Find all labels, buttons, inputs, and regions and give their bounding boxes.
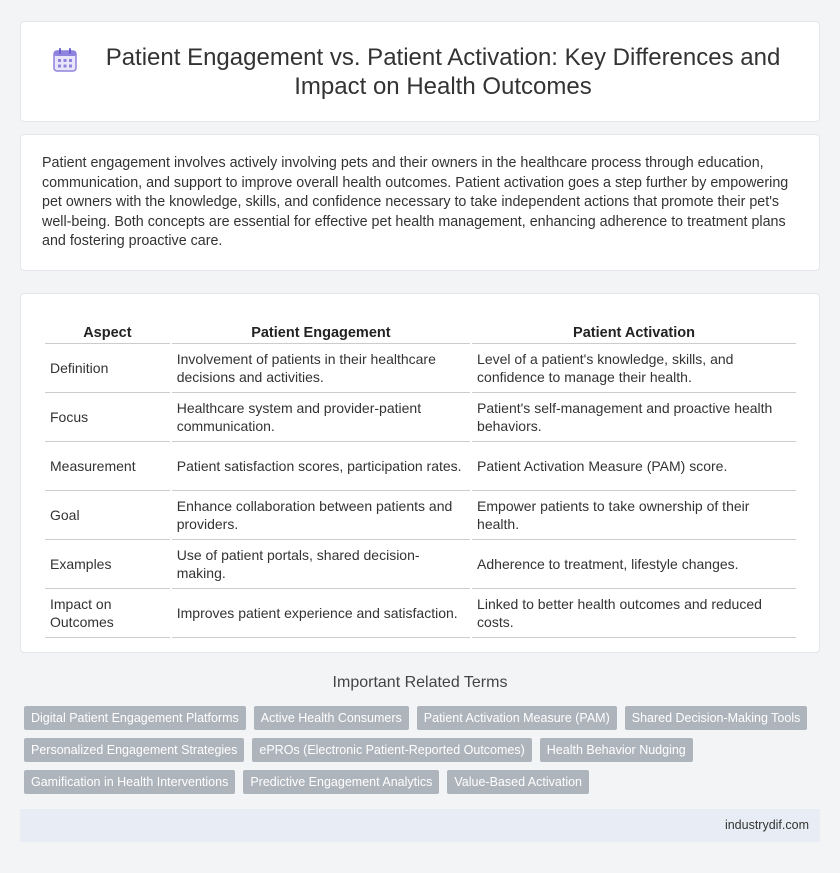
related-term-tag[interactable]: Active Health Consumers <box>254 706 409 730</box>
calendar-grid-icon <box>52 47 78 73</box>
tag-row <box>20 738 820 770</box>
related-term-tag[interactable]: Patient Activation Measure (PAM) <box>417 706 617 730</box>
table-row <box>45 344 796 393</box>
table-row <box>45 393 796 442</box>
related-term-tag[interactable]: Health Behavior Nudging <box>540 738 693 762</box>
row-aspect: Measurement <box>45 442 170 491</box>
row-aspect: Focus <box>45 393 170 442</box>
row-activation: Patient Activation Measure (PAM) score. <box>472 442 796 491</box>
row-aspect: Impact on Outcomes <box>45 589 170 638</box>
comparison-table <box>43 314 798 638</box>
intro-paragraph: Patient engagement involves actively involving pets and their owners in the healthcare process through education, communication, and support to improve overall health outcomes. Patient activation goes a step further by empowering pet owners with the knowledge, skills, and confidence necessary to take independent actions that promote their pet's well-being. Both concepts are essential for effective pet health management, enhancing adherence to treatment plans and fostering proactive care. <box>42 155 789 250</box>
table-row <box>45 589 796 638</box>
related-term-tag[interactable]: Digital Patient Engagement Platforms <box>24 706 246 730</box>
header-patient-activation: Patient Activation <box>472 314 796 344</box>
related-term-tag[interactable]: Personalized Engagement Strategies <box>24 738 244 762</box>
tag-row <box>20 770 820 802</box>
row-engagement: Enhance collaboration between patients and providers. <box>172 491 470 540</box>
table-row <box>45 442 796 491</box>
header-patient-engagement: Patient Engagement <box>172 314 470 344</box>
row-engagement: Involvement of patients in their healthcare decisions and activities. <box>172 344 470 393</box>
table-row <box>45 491 796 540</box>
row-activation: Patient's self-management and proactive health behaviors. <box>472 393 796 442</box>
comparison-table-card <box>20 293 820 653</box>
related-term-tag[interactable]: Predictive Engagement Analytics <box>243 770 439 794</box>
row-engagement: Healthcare system and provider-patient communication. <box>172 393 470 442</box>
intro-card <box>20 134 820 271</box>
table-header-row <box>45 314 796 344</box>
title-card <box>20 21 820 122</box>
row-activation: Empower patients to take ownership of their health. <box>472 491 796 540</box>
row-activation: Level of a patient's knowledge, skills, and confidence to manage their health. <box>472 344 796 393</box>
row-engagement: Improves patient experience and satisfaction. <box>172 589 470 638</box>
tag-row <box>20 706 820 738</box>
row-activation: Adherence to treatment, lifestyle changes. <box>472 540 796 589</box>
row-activation: Linked to better health outcomes and reduced costs. <box>472 589 796 638</box>
header-aspect: Aspect <box>45 314 170 344</box>
related-term-tag[interactable]: Gamification in Health Interventions <box>24 770 235 794</box>
row-aspect: Examples <box>45 540 170 589</box>
related-terms-heading: Important Related Terms <box>332 674 508 691</box>
row-engagement: Use of patient portals, shared decision-making. <box>172 540 470 589</box>
table-row <box>45 540 796 589</box>
footer-site-link[interactable]: industrydif.com <box>724 818 809 832</box>
related-terms-tags <box>20 706 820 802</box>
footer <box>20 809 820 842</box>
row-engagement: Patient satisfaction scores, participation rates. <box>172 442 470 491</box>
row-aspect: Definition <box>45 344 170 393</box>
related-term-tag[interactable]: Value-Based Activation <box>447 770 589 794</box>
related-term-tag[interactable]: Shared Decision-Making Tools <box>625 706 808 730</box>
page-title: Patient Engagement vs. Patient Activation: Key Differences and Impact on Health Outcomes <box>105 43 781 100</box>
related-term-tag[interactable]: ePROs (Electronic Patient-Reported Outcomes) <box>252 738 531 762</box>
row-aspect: Goal <box>45 491 170 540</box>
